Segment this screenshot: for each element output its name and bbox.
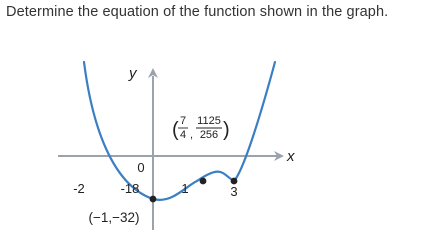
question-text: Determine the equation of the function shown in the graph. (6, 4, 389, 20)
x-axis-label: x (287, 148, 295, 165)
max-label-open-paren: ( (172, 119, 179, 141)
max-label-y-denominator: 256 (199, 129, 219, 141)
max-label-comma: , (190, 129, 194, 141)
tick-label-x-1: 1 (181, 181, 189, 196)
tick-label-x-3: 3 (230, 184, 238, 199)
tick-label-y-0: 0 (137, 160, 145, 175)
max-label-close-paren: ) (223, 119, 230, 141)
tick-label-x-minus2: -2 (73, 181, 85, 196)
max-label-x-denominator: 4 (179, 129, 187, 141)
minimum-point-label: (−1,−32) (88, 210, 140, 225)
maximum-point-label (172, 115, 230, 141)
local-maximum-point (200, 178, 207, 185)
y-axis-label: y (129, 65, 137, 82)
max-label-y-numerator: 1125 (197, 115, 221, 127)
max-label-x-numerator: 7 (179, 115, 187, 127)
tick-label-y-minus18: -18 (120, 181, 140, 196)
local-minimum-point (150, 196, 157, 203)
